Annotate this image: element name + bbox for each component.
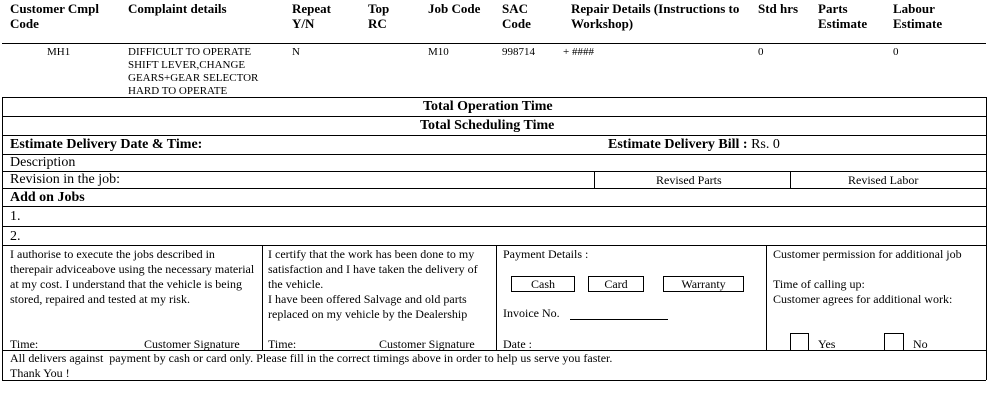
- add-on-divider-3: [2, 245, 986, 246]
- customer-agrees-label: Customer agrees for additional work:: [773, 292, 953, 306]
- footer-note: All delivers against payment by cash or card only. Please fill in the correct timings above in order to help us serve you faster.: [10, 351, 613, 365]
- row-customer-code: MH1: [47, 46, 71, 58]
- block-divider-3: [766, 245, 767, 350]
- revision-divider-left: [594, 171, 595, 188]
- payment-option-card[interactable]: Card: [588, 276, 644, 292]
- estimate-delivery-bill-value: Rs. 0: [751, 137, 780, 152]
- yes-label: Yes: [818, 337, 836, 351]
- block-divider-1: [262, 245, 263, 350]
- revised-labor-label: Revised Labor: [848, 173, 919, 187]
- yes-checkbox[interactable]: [790, 333, 809, 351]
- form-left-border: [2, 97, 3, 380]
- payment-details-title: Payment Details :: [503, 247, 589, 261]
- certify-text: I certify that the work has been done to my satisfaction and I have taken the delivery of the vehicle.: [268, 247, 478, 291]
- header-customer-code: Customer Cmpl Code: [10, 1, 99, 31]
- estimate-divider: [2, 154, 986, 155]
- revision-label: Revision in the job:: [10, 172, 121, 187]
- revised-parts-label: Revised Parts: [656, 173, 722, 187]
- footer-thank-you: Thank You !: [10, 366, 70, 380]
- row-sac-code: 998714: [502, 46, 535, 58]
- add-on-item-1: 1.: [10, 209, 21, 224]
- totals-divider-bottom: [2, 135, 986, 136]
- block-divider-2: [496, 245, 497, 350]
- header-repeat: Repeat Y/N: [292, 1, 331, 31]
- row-complaint: DIFFICULT TO OPERATE SHIFT LEVER,CHANGE GEARS+GEAR SELECTOR HARD TO OPERATE: [128, 46, 259, 97]
- salvage-text: I have been offered Salvage and old parts replaced on my vehicle by the Dealership: [268, 292, 468, 321]
- revision-divider-right: [790, 171, 791, 188]
- payment-option-cash[interactable]: Cash: [511, 276, 575, 292]
- authorise-signature[interactable]: Customer Signature: [144, 337, 240, 351]
- totals-divider-mid: [2, 116, 986, 117]
- certify-signature[interactable]: Customer Signature: [379, 337, 475, 351]
- add-on-divider-2: [2, 226, 986, 227]
- row-repair-details: + ####: [563, 46, 594, 58]
- no-label: No: [913, 337, 928, 351]
- header-repair-details: Repair Details (Instructions to Workshop): [571, 1, 740, 31]
- row-job-code: M10: [428, 46, 449, 58]
- payment-date-label: Date :: [503, 337, 532, 351]
- add-on-jobs-title: Add on Jobs: [10, 190, 85, 205]
- total-operation-time: Total Operation Time: [423, 99, 553, 114]
- form-bottom-border: [2, 380, 986, 381]
- payment-option-warranty[interactable]: Warranty: [663, 276, 744, 292]
- revision-divider: [2, 188, 986, 189]
- invoice-number-label: Invoice No.: [503, 306, 560, 320]
- total-scheduling-time: Total Scheduling Time: [420, 118, 555, 133]
- header-job-code: Job Code: [428, 1, 481, 16]
- description-divider: [2, 171, 986, 172]
- header-divider: [2, 43, 986, 44]
- add-on-item-2: 2.: [10, 229, 21, 244]
- authorise-text: I authorise to execute the jobs described in therepair adviceabove using the necessary material at my cost. I understand that the vehicle is being stored, repaired and tested at my risk.: [10, 247, 255, 306]
- header-std-hrs: Std hrs: [758, 1, 799, 16]
- estimate-delivery-date: Estimate Delivery Date & Time:: [10, 137, 203, 152]
- time-of-calling-label: Time of calling up:: [773, 277, 865, 291]
- row-std-hrs: 0: [758, 46, 764, 58]
- permission-text: Customer permission for additional job: [773, 247, 962, 261]
- add-on-divider-1: [2, 206, 986, 207]
- authorise-time: Time:: [10, 337, 39, 351]
- header-complaint-details: Complaint details: [128, 1, 227, 16]
- certify-time: Time:: [268, 337, 297, 351]
- totals-divider-top: [2, 97, 986, 98]
- invoice-number-field[interactable]: [570, 319, 668, 320]
- row-labour-estimate: 0: [893, 46, 899, 58]
- header-top-rc: Top RC: [368, 1, 390, 31]
- no-checkbox[interactable]: [884, 333, 904, 351]
- row-repeat: N: [292, 46, 300, 58]
- description-label: Description: [10, 155, 76, 170]
- header-labour-estimate: Labour Estimate: [893, 1, 943, 31]
- estimate-delivery-bill: [608, 137, 780, 153]
- header-sac-code: SAC Code: [502, 1, 531, 31]
- header-parts-estimate: Parts Estimate: [818, 1, 868, 31]
- estimate-delivery-bill-label: Estimate Delivery Bill :: [608, 137, 748, 152]
- form-right-border: [986, 97, 987, 380]
